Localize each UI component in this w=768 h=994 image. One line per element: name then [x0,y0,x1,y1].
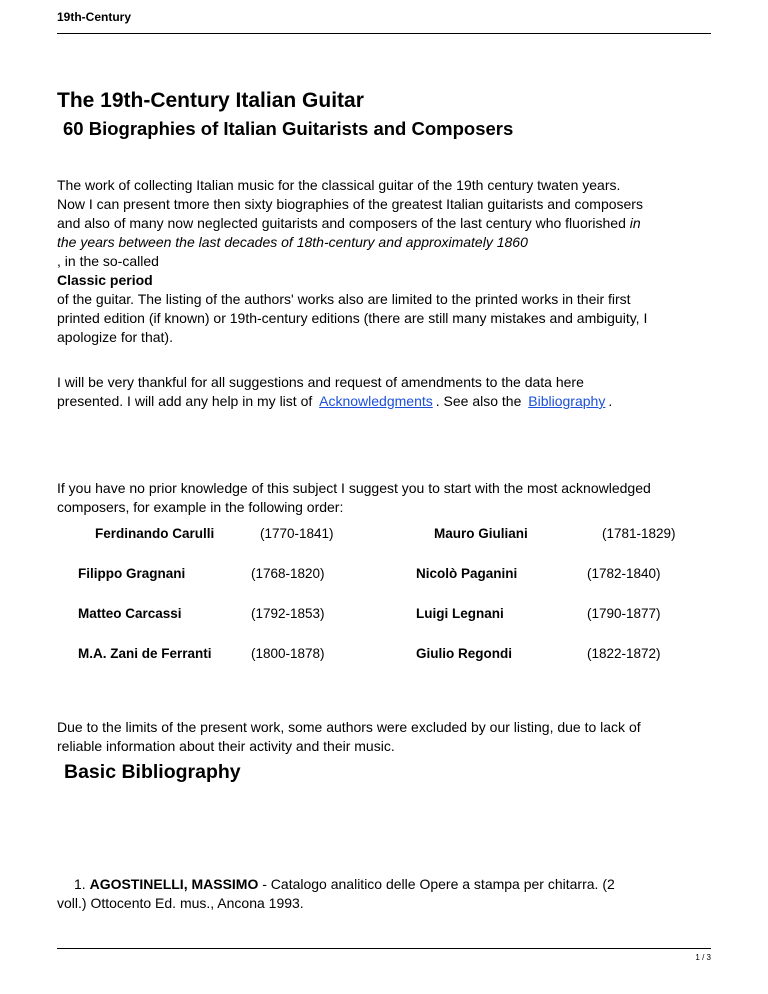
intro-line: printed edition (if known) or 19th-century editions (there are still many mistakes and ambiguity, I [57,310,648,326]
acknowledgments-link[interactable]: Acknowledgments [319,393,433,409]
paragraph-text: composers, for example in the following order: [57,499,344,515]
entry-number: 1. [74,876,86,892]
bibliography-heading: Basic Bibliography [64,761,241,783]
exclusion-paragraph [57,718,717,756]
paragraph-text: . See also the [435,393,526,409]
paragraph-text: If you have no prior knowledge of this subject I suggest you to start with the most acknowledged [57,480,651,496]
composer-years: (1800-1878) [251,646,325,661]
composer-years: (1781-1829) [602,526,676,541]
composer-years: (1822-1872) [587,646,661,661]
page-subtitle: 60 Biographies of Italian Guitarists and Composers [63,118,514,139]
composer-name: Filippo Gragnani [78,566,186,581]
paragraph-text: presented. I will add any help in my list of [57,393,317,409]
composer-years: (1782-1840) [587,566,661,581]
classic-period-label: Classic period [57,272,153,288]
composer-name: Matteo Carcassi [78,606,182,621]
intro-text: and also of many now neglected guitarists and composers of the last century who fluorished [57,215,630,231]
composer-name: Ferdinando Carulli [95,526,215,541]
paragraph-text: I will be very thankful for all suggestions and request of amendments to the data here [57,374,584,390]
entry-text: - Catalogo analitico delle Opere a stampa per chitarra. (2 [258,876,615,892]
suggestion-paragraph [57,479,717,517]
composer-row [57,526,717,566]
intro-emphasis: in [629,215,641,231]
composer-years: (1792-1853) [251,606,325,621]
composer-years: (1770-1841) [260,526,334,541]
composer-years: (1768-1820) [251,566,325,581]
entry-author: AGOSTINELLI, MASSIMO [89,876,259,892]
bibliography-link[interactable]: Bibliography [528,393,606,409]
composer-name: Nicolò Paganini [416,566,518,581]
composer-name: Luigi Legnani [416,606,504,621]
running-header: 19th-Century [57,10,132,24]
intro-line: Now I can present tmore then sixty biographies of the greatest Italian guitarists and composers [57,196,643,212]
composer-years: (1790-1877) [587,606,661,621]
intro-paragraph [57,176,717,347]
paragraph-text: . [608,393,613,409]
composer-table [57,526,717,686]
composer-row [57,566,717,606]
intro-line: of the guitar. The listing of the authors' works also are limited to the printed works in their first [57,291,631,307]
footer-divider [57,948,711,949]
composer-row [57,606,717,646]
paragraph-text: Due to the limits of the present work, some authors were excluded by our listing, due to lack of [57,719,641,735]
entry-text: voll.) Ottocento Ed. mus., Ancona 1993. [57,895,304,911]
intro-line [57,214,717,233]
intro-emphasis-line: the years between the last decades of 18th-century and approximately 1860 [57,234,528,250]
page-title: The 19th-Century Italian Guitar [57,89,364,112]
page-number: 1 / 3 [695,953,711,962]
composer-name: Mauro Giuliani [434,526,528,541]
composer-name: M.A. Zani de Ferranti [78,646,212,661]
paragraph-text: reliable information about their activity and their music. [57,738,395,754]
intro-line: , in the so-called [57,253,159,269]
intro-line: apologize for that). [57,329,173,345]
bibliography-entry [57,875,717,913]
composer-row [57,646,717,686]
amendments-paragraph [57,373,717,411]
header-divider [57,33,711,34]
composer-name: Giulio Regondi [416,646,512,661]
intro-line: The work of collecting Italian music for the classical guitar of the 19th century twaten years. [57,177,621,193]
